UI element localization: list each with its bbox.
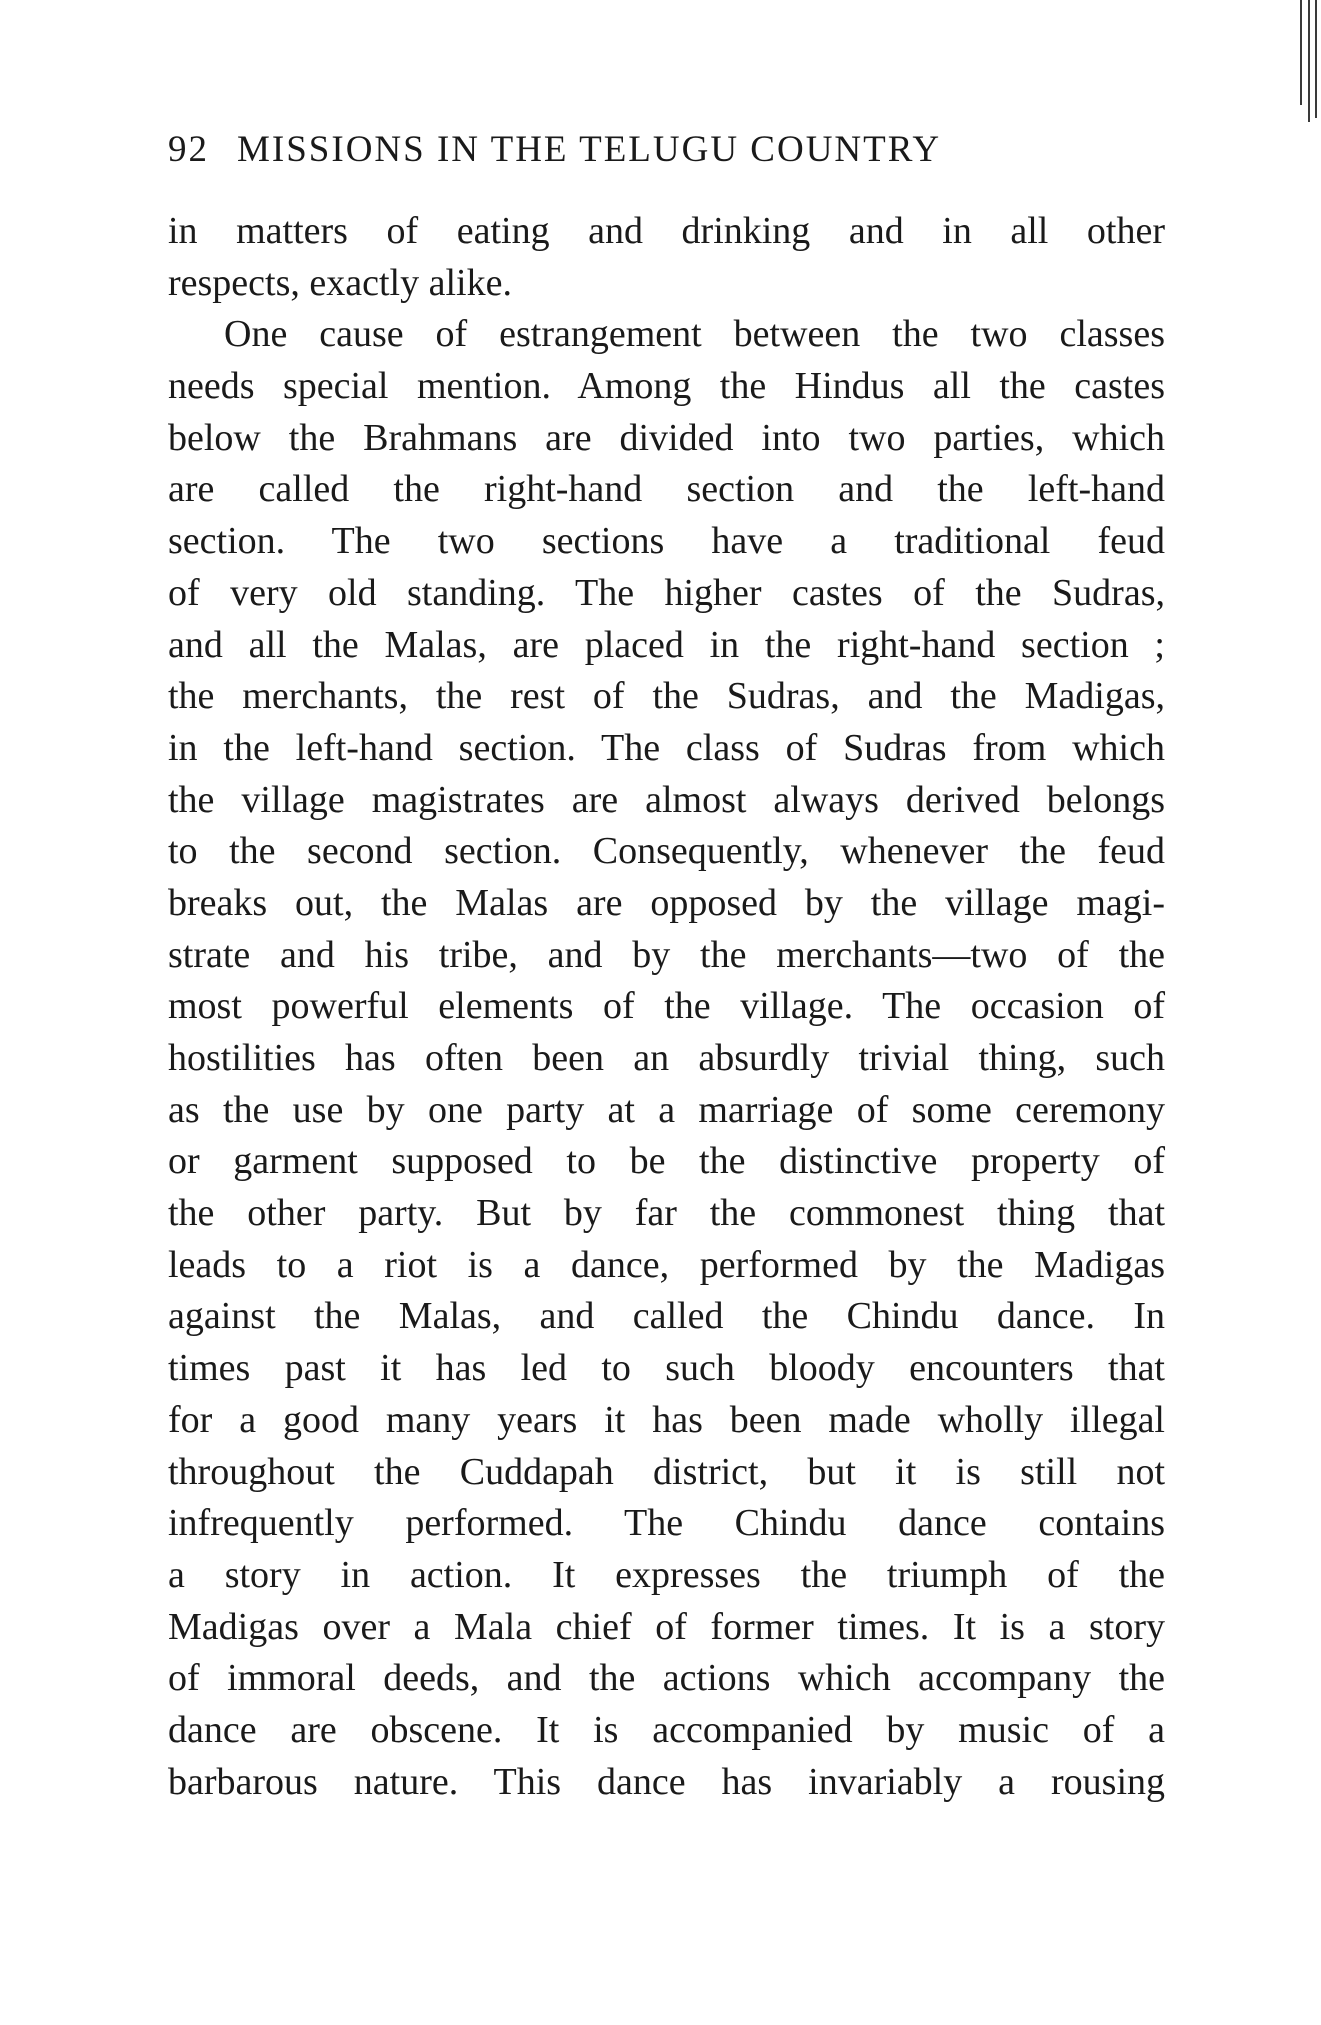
text-line: One cause of estrangement between the two classes [224, 313, 1165, 356]
text-line: against the Malas, and called the Chindu dance. In [168, 1295, 1165, 1338]
text-line: infrequently performed. The Chindu dance contains [168, 1502, 1165, 1545]
text-line: and all the Malas, are placed in the right-hand section ; [168, 623, 1165, 666]
running-title: MISSIONS IN THE TELUGU COUNTRY [237, 129, 942, 170]
text-line: in matters of eating and drinking and in all other [168, 210, 1165, 252]
text-line: respects, exactly alike. [168, 261, 512, 304]
text-line: leads to a riot is a dance, performed by the Madigas [168, 1243, 1165, 1286]
text-line: a story in action. It expresses the triumph of the [168, 1553, 1165, 1596]
text-line: breaks out, the Malas are opposed by the village magi- [168, 881, 1165, 924]
text-line: throughout the Cuddapah district, but it is still not [168, 1450, 1165, 1493]
text-line: the merchants, the rest of the Sudras, and the Madigas, [168, 675, 1165, 718]
text-line: strate and his tribe, and by the merchants—two of the [168, 933, 1165, 976]
text-line: of very old standing. The higher castes of the Sudras, [168, 571, 1165, 614]
scan-edge-mark [1300, 0, 1302, 105]
text-line: times past it has led to such bloody encounters that [168, 1347, 1165, 1390]
text-line: most powerful elements of the village. The occasion of [168, 985, 1165, 1028]
text-line: in the left-hand section. The class of Sudras from which [168, 726, 1165, 769]
running-header [168, 128, 1168, 176]
text-line: of immoral deeds, and the actions which accompany the [168, 1657, 1165, 1700]
text-line: dance are obscene. It is accompanied by music of a [168, 1708, 1165, 1751]
text-line: the village magistrates are almost always derived belongs [168, 778, 1165, 821]
text-line: for a good many years it has been made wholly illegal [168, 1398, 1165, 1441]
text-line: hostilities has often been an absurdly trivial thing, such [168, 1037, 1165, 1079]
text-line: as the use by one party at a marriage of some ceremony [168, 1088, 1165, 1131]
page-number: 92 [168, 129, 209, 170]
text-line: Madigas over a Mala chief of former times. It is a story [168, 1605, 1165, 1648]
scan-edge-mark [1315, 0, 1317, 118]
body-text [168, 206, 1165, 1808]
text-line: to the second section. Consequently, whenever the feud [168, 830, 1165, 873]
text-line: below the Brahmans are divided into two parties, which [168, 416, 1165, 459]
text-line: needs special mention. Among the Hindus all the castes [168, 365, 1165, 408]
text-line: barbarous nature. This dance has invariably a rousing [168, 1760, 1165, 1803]
scan-edge-mark [1308, 0, 1310, 122]
text-line: or garment supposed to be the distinctive property of [168, 1140, 1165, 1183]
text-line: the other party. But by far the commonest thing that [168, 1192, 1165, 1235]
text-line: are called the right-hand section and the left-hand [168, 468, 1165, 511]
text-line: section. The two sections have a traditional feud [168, 520, 1165, 563]
